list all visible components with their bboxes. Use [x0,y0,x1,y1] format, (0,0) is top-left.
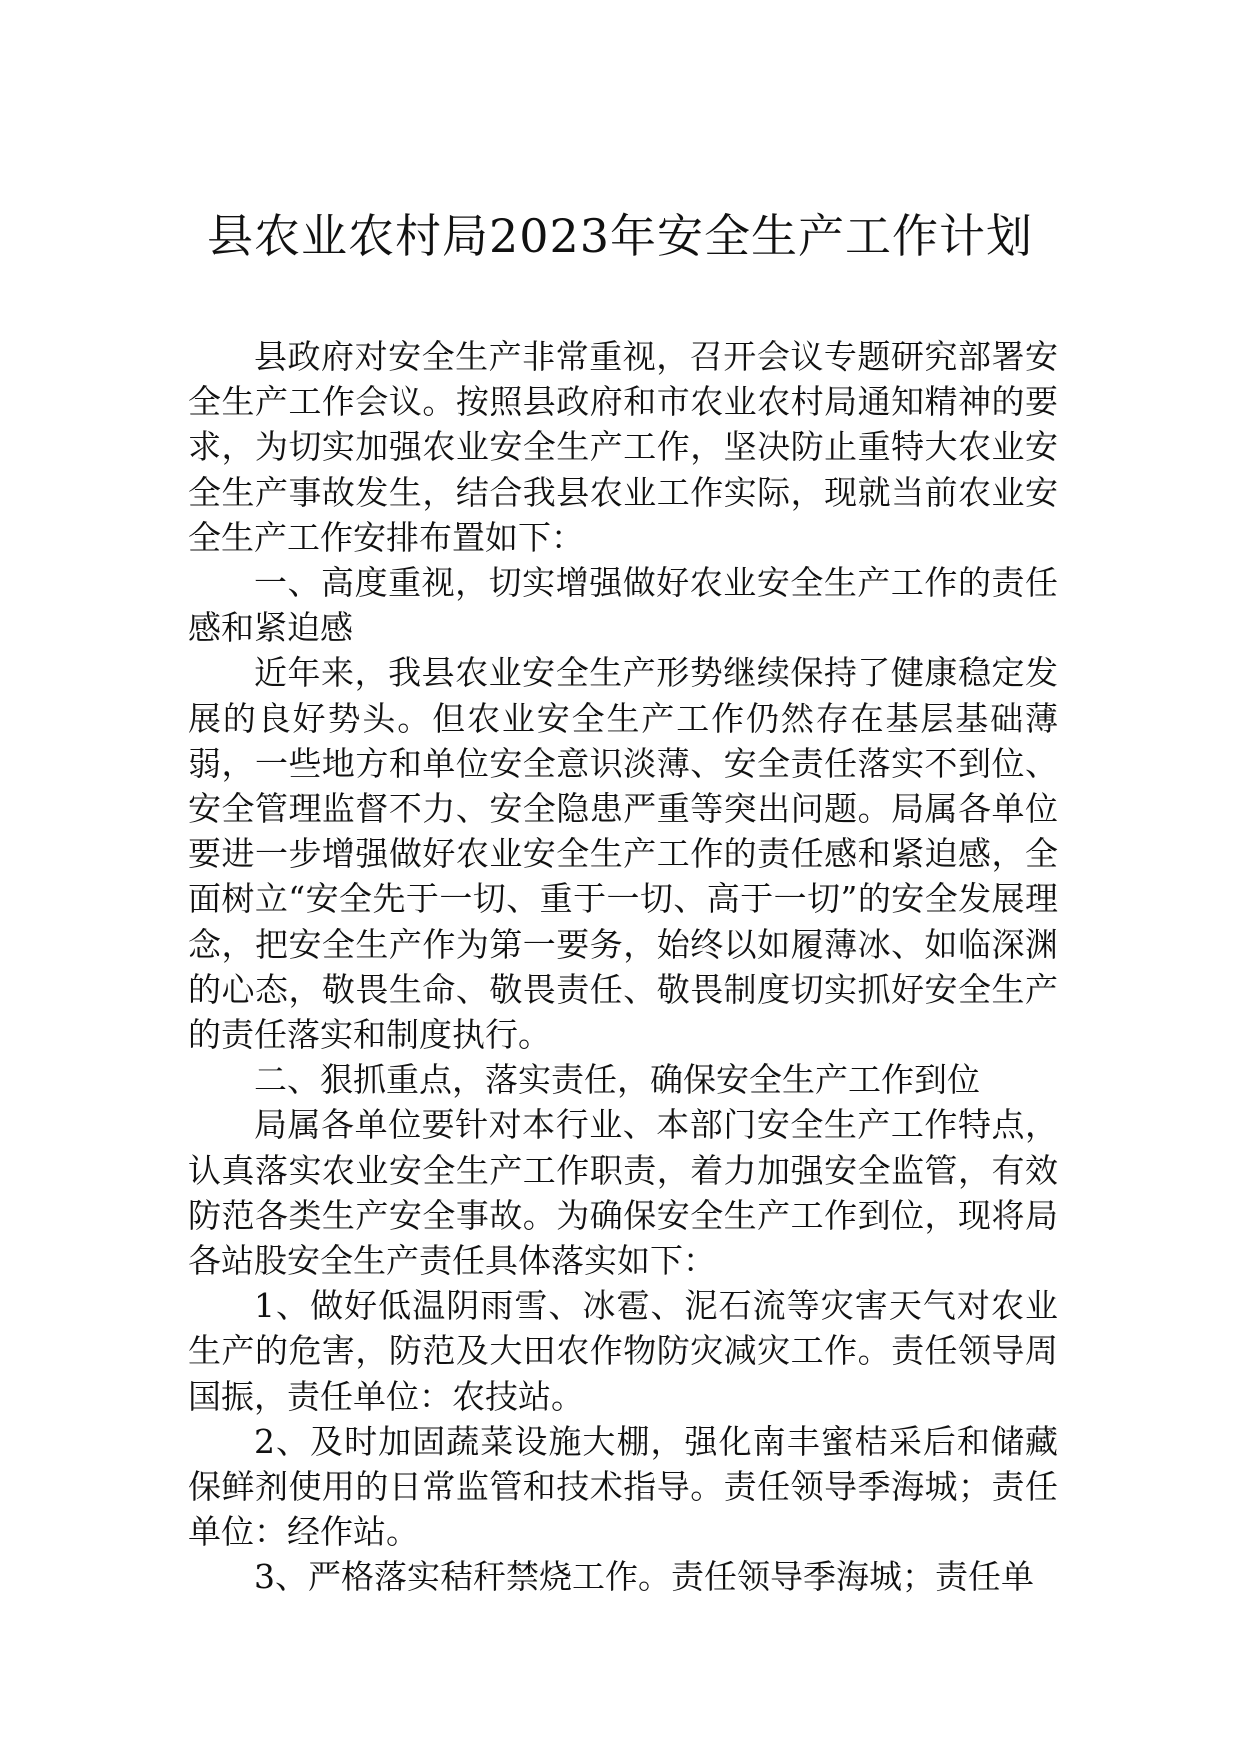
list-item-1: 1、做好低温阴雨雪、冰雹、泥石流等灾害天气对农业生产的危害，防范及大田农作物防灾减灾工作。责任领导周国振，责任单位：农技站。 [188,1286,1058,1416]
section-heading-1: 一、高度重视，切实增强做好农业安全生产工作的责任感和紧迫感 [188,563,1058,648]
paragraph-intro: 县政府对安全生产非常重视，召开会议专题研究部署安全生产工作会议。按照县政府和市农业农村局通知精神的要求，为切实加强农业安全生产工作，坚决防止重特大农业安全生产事故发生，结合我县农业工作实际，现就当前农业安全生产工作安排布置如下： [188,337,1058,557]
section-heading-2: 二、狠抓重点，落实责任，确保安全生产工作到位 [254,1060,980,1100]
paragraph-section-2: 局属各单位要针对本行业、本部门安全生产工作特点，认真落实农业安全生产工作职责，着力加强安全监管，有效防范各类生产安全事故。为确保安全生产工作到位，现将局各站股安全生产责任具体落实如下： [188,1105,1058,1281]
list-item-3: 3、严格落实秸秆禁烧工作。责任领导季海城；责任单 [254,1557,1034,1597]
paragraph-section-1: 近年来，我县农业安全生产形势继续保持了健康稳定发展的良好势头。但农业安全生产工作仍然存在基层基础薄弱，一些地方和单位安全意识淡薄、安全责任落实不到位、安全管理监督不力、安全隐患严重等突出问题。局属各单位要进一步增强做好农业安全生产工作的责任感和紧迫感，全面树立“安全先于一切、重于一切、高于一切”的安全发展理念，把安全生产作为第一要务，始终以如履薄冰、如临深渊的心态，敬畏生命、敬畏责任、敬畏制度切实抓好安全生产的责任落实和制度执行。 [188,653,1058,1055]
document-title: 县农业农村局2023年安全生产工作计划 [206,209,1034,263]
document-body [188,334,1058,1600]
list-item-2: 2、及时加固蔬菜设施大棚，强化南丰蜜桔采后和储藏保鲜剂使用的日常监管和技术指导。责任领导季海城；责任单位：经作站。 [188,1421,1058,1552]
